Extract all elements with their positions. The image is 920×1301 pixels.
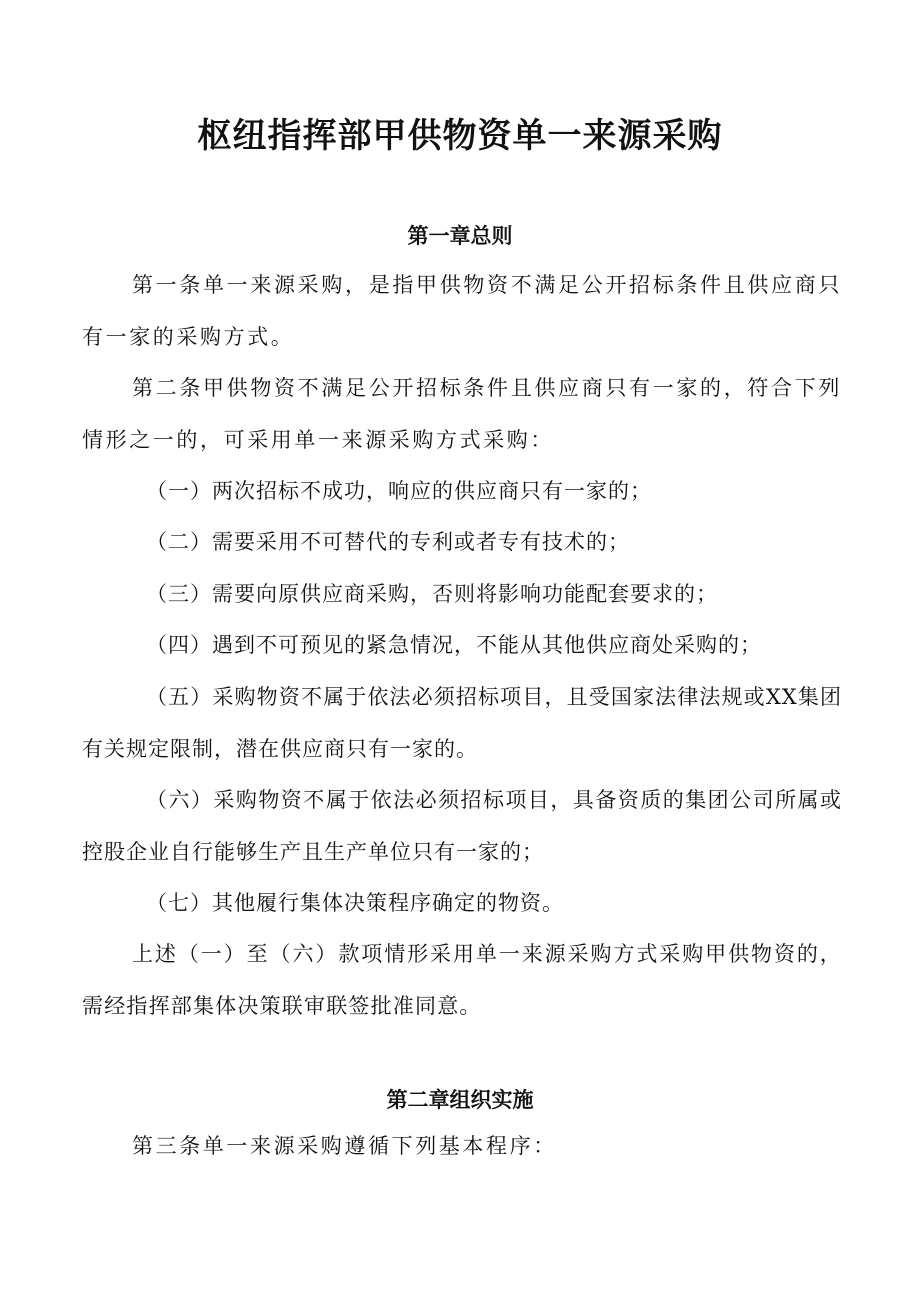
- article-2: 第二条甲供物资不满足公开招标条件且供应商只有一家的，符合下列情形之一的，可采用单一来源采购方式采购：: [82, 376, 842, 452]
- document-title: 枢纽指挥部甲供物资单一来源采购: [197, 116, 723, 156]
- item-2: （二）需要采用不可替代的专利或者专有技术的；: [146, 530, 630, 554]
- article-3: 第三条单一来源采购遵循下列基本程序：: [132, 1134, 557, 1158]
- chapter-1-heading: 第一章总则: [407, 224, 513, 248]
- item-3: （三）需要向原供应商采购，否则将影响功能配套要求的；: [146, 582, 718, 606]
- item-4: （四）遇到不可预见的紧急情况，不能从其他供应商处采购的；: [146, 633, 762, 657]
- chapter-2-heading: 第二章组织实施: [386, 1088, 534, 1112]
- chapter-1-closing: 上述（一）至（六）款项情形采用单一来源采购方式采购甲供物资的，需经指挥部集体决策联审联签批准同意。: [82, 942, 842, 1018]
- item-6: （六）采购物资不属于依法必须招标项目，具备资质的集团公司所属或控股企业自行能够生产且生产单位只有一家的；: [82, 788, 842, 864]
- item-1: （一）两次招标不成功，响应的供应商只有一家的；: [146, 479, 652, 503]
- item-5: （五）采购物资不属于依法必须招标项目，且受国家法律法规或XX集团有关规定限制，潜在供应商只有一家的。: [82, 685, 842, 761]
- article-1: 第一条单一来源采购，是指甲供物资不满足公开招标条件且供应商只有一家的采购方式。: [82, 273, 842, 349]
- item-7: （七）其他履行集体决策程序确定的物资。: [146, 891, 564, 915]
